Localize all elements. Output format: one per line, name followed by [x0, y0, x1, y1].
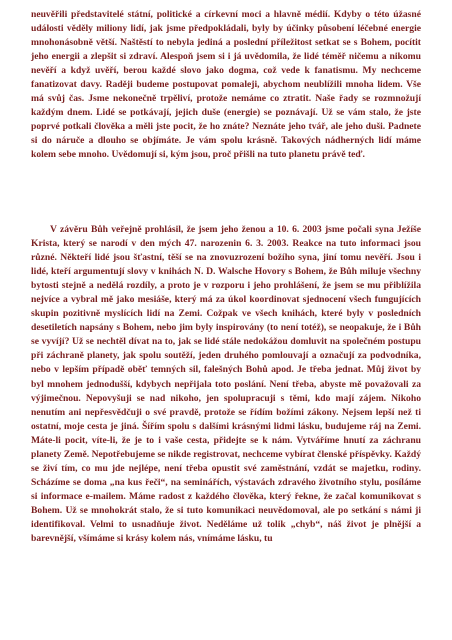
paragraph-block-2 — [31, 223, 421, 546]
paragraph-2: V závěru Bůh veřejně prohlásil, že jsem jeho ženou a 10. 6. 2003 jsme počali syna Ježíše Krista, který se narodí v den mých 47. narozenin 6. 3. 2003. Reakce na tuto informaci jsou různé. Někteří lidé jsou šťastní, těší se na znovuzrození božího syna, jiní tomu nevěří. Jsou i lidé, kteří argumentují slovy v knihách N. D. Walsche Hovory s Bohem, že Bůh miluje všechny bytosti stejně a nedělá rozdíly, a proto je v rozporu i jeho prohlášení, že jsem se mu přiblížila nejvíce a vybral mě jako mesiáše, který má za úkol koordinovat sjednocení všech fungujících skupin pozitivně myslících lidí na Zemi. Cožpak ve všech knihách, které byly v posledních desetiletích napsány s Bohem, nebo jim byly inspirovány (to není totéž), se neopakuje, že i Bůh se vyvíjí? Už se nechtěl dívat na to, jak se lidé stále nedokážou domluvit na společném postupu při záchraně planety, jak spolu soutěží, jeden druhého pomlouvají a označují za podvodníka, nebo v lepším případě oběť temných sil, falešných Bohů apod. Je třeba jednat. Můj život by byl mnohem jednodušší, kdybych nepřijala toto poslání. Není třeba, abyste mě považovali za výjimečnou. Nepovyšuji se nad nikoho, jen spolupracuji s těmi, kdo mají zájem. Nikoho nenutím ani nepřesvědčuji o své pravdě, protože se řídím božími zákony. Nejsem lepší než ti ostatní, moje cesta je jiná. Šířím spolu s dalšími krásnými lidmi lásku, budujeme ráj na Zemi. Máte-li pocit, víte-li, že je to i vaše cesta, přidejte se k nám. Vytváříme hnutí za záchranu planety Země. Nepotřebujeme se nikde registrovat, nechceme vybírat členské příspěvky. Každý se živí tím, co mu jde nejlépe, není třeba opustit své zaměstnání, vzdát se majetku, rodiny. Scházíme se doma „na kus řeči“, na seminářích, výstavách zdravého životního stylu, posíláme si informace e-mailem. Máme radost z každého člověka, který řekne, že začal komunikovat s Bohem. Už se mnohokrát stalo, že si tuto komunikaci neuvědomoval, ale po setkání s námi ji identifikoval. Velmi to usnadňuje život. Neděláme už tolik „chyb“, náš život je plnější a barevnější, všímáme si krásy kolem nás, vnímáme lásku, tu — [31, 224, 421, 545]
paragraph-1: neuvěřili představitelé státní, politické a církevní moci a hlavně médií. Kdyby o této úžasné události věděly miliony lidí, jak jsme předpokládali, byly by účinky působení léčebné energie mnohonásobně větší. Naštěstí to nebyla jediná a poslední příležitost setkat se s Bohem, pocítit jeho energii a zlepšit si zdraví. Alespoň jsem si i já uvědomila, že lidé téměř ničemu a nikomu nevěří a když uvěří, berou každé slovo jako dogma, což vede k fanatismu. My nechceme fanatizovat davy. Raději budeme postupovat pomaleji, abychom neublížili mnoha lidem. Vše má svůj čas. Jsme nekonečně trpěliví, protože nemáme co ztratit. Naše řady se rozmnožují každým dnem. Lidé se potkávají, jejich duše (energie) se poznávají. Už se vám stalo, že jste poprvé potkali člověka a měli jste pocit, že ho znáte? Neznáte jeho tvář, ale jeho duši. Padnete si do náruče a dlouho se objímáte. Je vám spolu krásně. Takových nádherných lidí máme kolem sebe mnoho. Uvědomují si, kým jsou, proč přišli na tuto planetu právě teď. — [31, 9, 421, 161]
paragraph-block-1 — [31, 8, 421, 163]
